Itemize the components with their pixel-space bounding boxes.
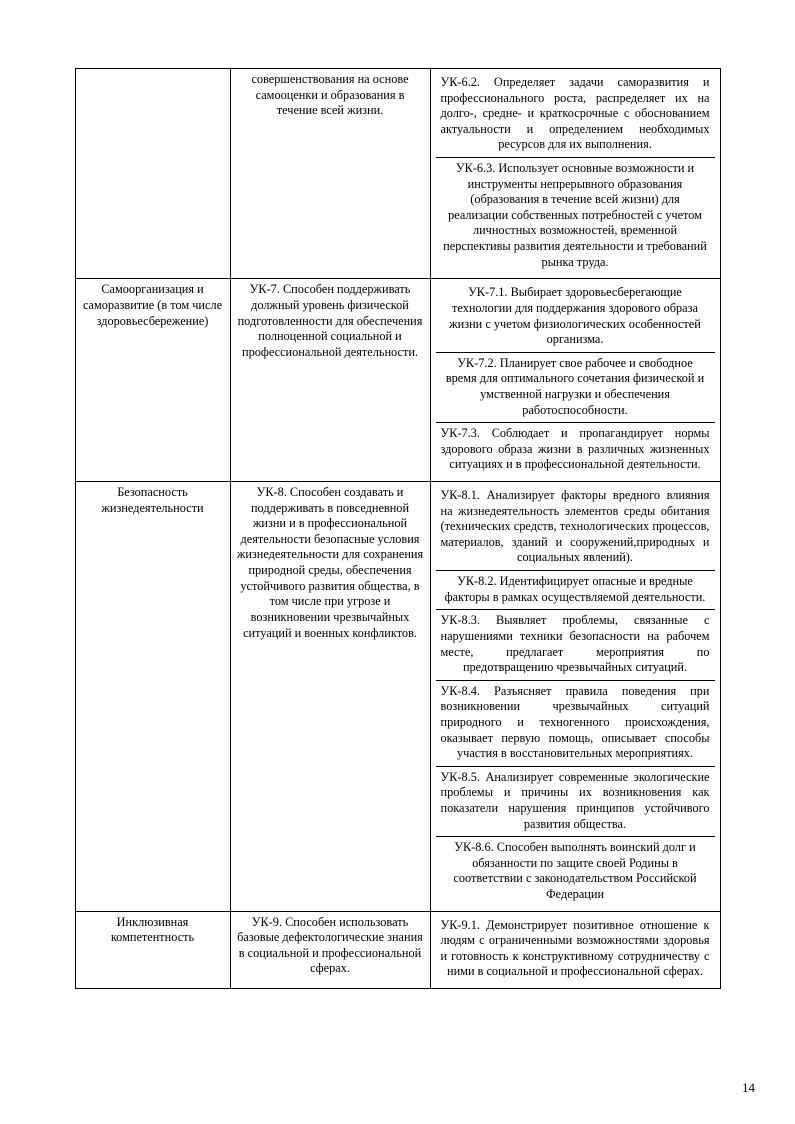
table-row (75, 482, 720, 912)
indicator-item: УК-7.3. Соблюдает и пропагандирует нормы здорового образа жизни в различных жизненных ситуациях и в профессиональной деятельности. (440, 426, 710, 472)
indicator-item: УК-7.2. Планирует свое рабочее и свободное время для оптимального сочетания физической и умственной нагрузки и обеспечения работоспособности. (436, 353, 715, 423)
cell-competency: совершенствования на основе самооценки и образования в течение всей жизни. (230, 69, 430, 279)
cell-category: Безопасность жизнедеятельности (75, 482, 230, 912)
cell-indicators (430, 482, 720, 912)
competency-table (75, 68, 721, 989)
cell-competency: УК-9. Способен использовать базовые дефектологические знания в социальной и профессиональной сферах. (230, 911, 430, 988)
table-row (75, 69, 720, 279)
indicator-item: УК-6.3. Использует основные возможности и инструменты непрерывного образования (образования в течение всей жизни) для реализации собственных потребностей с учетом личностных возможностей, временной перспективы развития деятельности и требований рынка труда. (443, 161, 707, 269)
cell-category: Инклюзивная компетентность (75, 911, 230, 988)
indicator-item: УК-8.5. Анализирует современные экологические проблемы и причины их возникновения как показатели нарушения принципов устойчивого развития общества. (436, 767, 715, 837)
cell-category: Самоорганизация и саморазвитие (в том числе здоровьесбережение) (75, 279, 230, 482)
indicator-item: УК-8.3. Выявляет проблемы, связанные с нарушениями техники безопасности на рабочем месте, предлагает мероприятия по предотвращению чрезвычайных ситуаций. (436, 610, 715, 680)
indicator-item: УК-8.1. Анализирует факторы вредного влияния на жизнедеятельность элементов среды обитания (технических средств, технологических процессов, материалов, зданий и сооружений,природных и социальных явлений). (436, 485, 715, 571)
cell-indicators (430, 911, 720, 988)
indicator-item: УК-8.4. Разъясняет правила поведения при возникновении чрезвычайных ситуаций природного и техногенного происхождения, оказывает первую помощь, описывает способы участия в восстановительных мероприятиях. (436, 681, 715, 767)
table-row (75, 279, 720, 482)
indicator-item: УК-8.2. Идентифицирует опасные и вредные факторы в рамках осуществляемой деятельности. (436, 571, 715, 610)
indicator-item: УК-7.1. Выбирает здоровьесберегающие технологии для поддержания здорового образа жизни с учетом физиологических особенностей организма. (436, 282, 715, 352)
cell-indicators (430, 69, 720, 279)
cell-indicators (430, 279, 720, 482)
cell-competency: УК-7. Способен поддерживать должный уровень физической подготовленности для обеспечения полноценной социальной и профессиональной деятельности. (230, 279, 430, 482)
page-number: 14 (742, 1080, 755, 1095)
indicator-item: УК-9.1. Демонстрирует позитивное отношение к людям с ограниченными возможностями здоровья и готовность к конструктивному сотрудничеству с ними в социальной и профессиональной сферах. (440, 917, 710, 979)
cell-category (75, 69, 230, 279)
indicator-item: УК-8.6. Способен выполнять воинский долг и обязанности по защите своей Родины в соответствии с законодательством Российской Федерации (453, 840, 697, 902)
table-row (75, 911, 720, 988)
cell-competency: УК-8. Способен создавать и поддерживать в повседневной жизни и в профессиональной деятельности безопасные условия жизнедеятельности для сохранения природной среды, обеспечения устойчивого развития общества, в том числе при угрозе и возникновении чрезвычайных ситуаций и военных конфликтов. (230, 482, 430, 912)
indicator-item: УК-6.2. Определяет задачи саморазвития и профессионального роста, распределяет их на долго-, средне- и краткосрочные с обоснованием актуальности и определением необходимых ресурсов для их выполнения. (436, 72, 715, 158)
